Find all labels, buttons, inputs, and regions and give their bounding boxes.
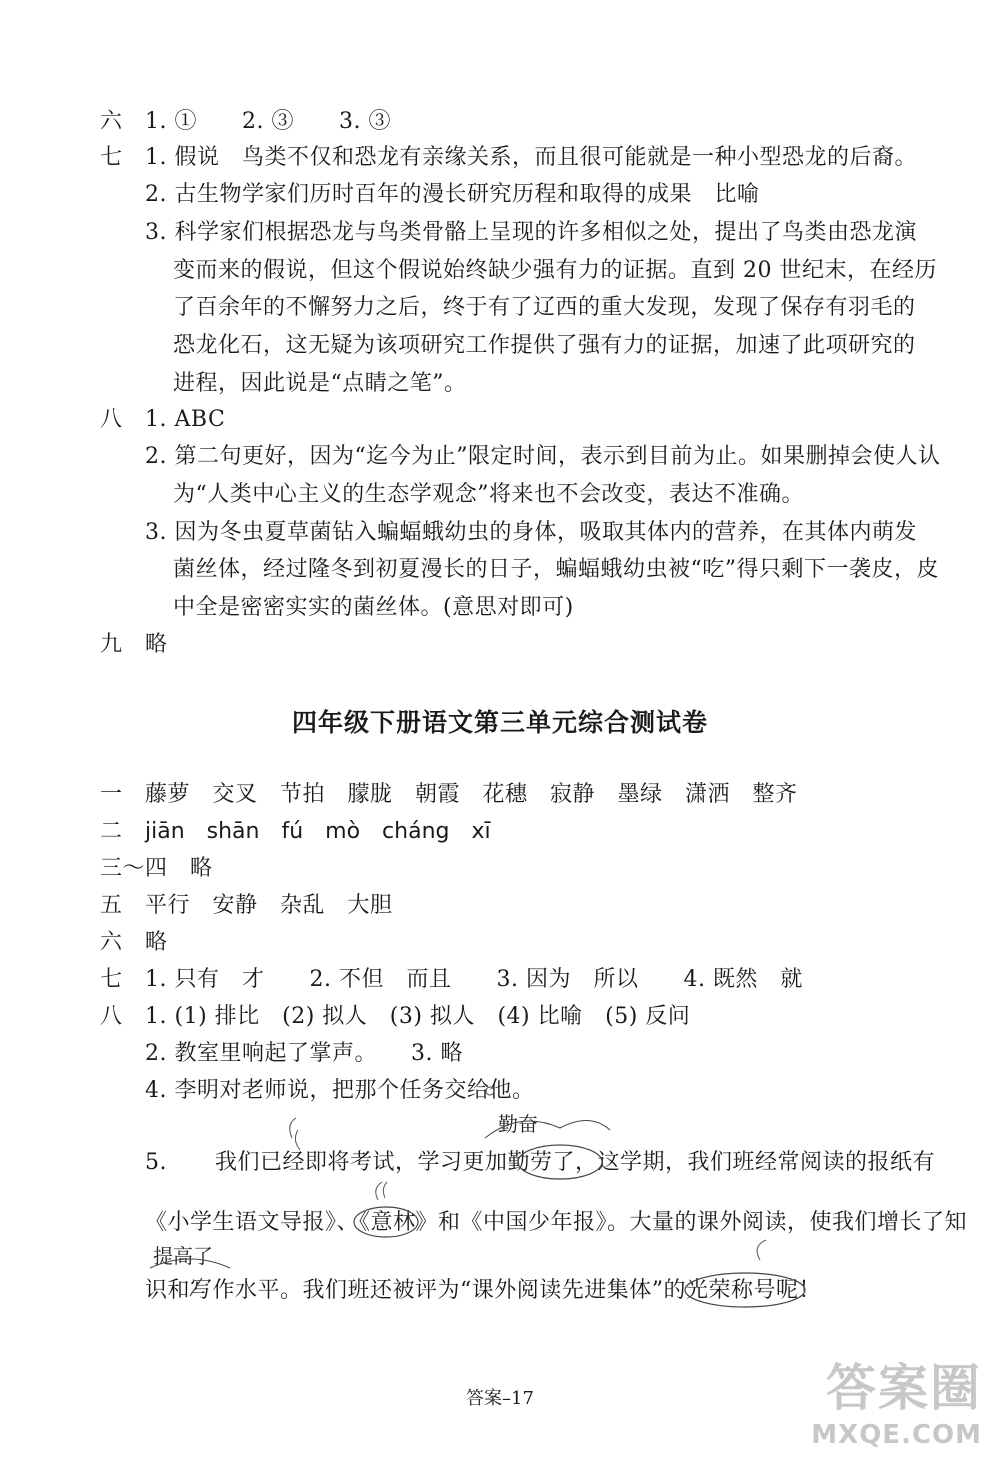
answer-seven-line: 2. 古生物学家们历时百年的漫长研究历程和取得的成果 比喻 [145, 182, 760, 207]
answer-eight-line: 1. ABC [145, 407, 226, 432]
page-footer: 答案–17 [466, 1388, 534, 1409]
unit-answer-eight-line: 1. (1) 排比 (2) 拟人 (3) 拟人 (4) 比喻 (5) 反问 [145, 1004, 691, 1029]
unit-answer-five: 五 平行 安静 杂乱 大胆 [100, 893, 393, 918]
answer-seven-line: 恐龙化石，这无疑为该项研究工作提供了强有力的证据，加速了此项研究的 [173, 333, 916, 358]
unit-answer-eight-line: 4. 李明对老师说，把那个任务交给他。 [145, 1078, 535, 1103]
unit-answer-six: 六 略 [100, 930, 168, 955]
correction-word: 勤奋 [498, 1112, 538, 1136]
question-five-line: 我们已经即将考试，学习更加勤劳了，这学期，我们班经常阅读的报纸有 [215, 1150, 936, 1175]
answer-eight-line: 3. 因为冬虫夏草菌钻入蝙蝠蛾幼虫的身体，吸取其体内的营养，在其体内萌发 [145, 520, 917, 545]
unit-answer-three-four: 三～四 略 [100, 856, 213, 881]
unit-answer-two-head: 二 [100, 819, 123, 844]
question-five-number: 5. [145, 1150, 167, 1175]
unit-answer-one: 一 藤萝 交叉 节拍 朦胧 朝霞 花穗 寂静 墨绿 潇洒 整齐 [100, 782, 798, 807]
correction-word: 提高了 [153, 1244, 213, 1268]
section-title: 四年级下册语文第三单元综合测试卷 [291, 708, 708, 737]
unit-answer-eight-head: 八 [100, 1004, 123, 1029]
answer-seven-line: 3. 科学家们根据恐龙与鸟类骨骼上呈现的许多相似之处，提出了鸟类由恐龙演 [145, 220, 917, 245]
answer-eight-head: 八 [100, 407, 123, 432]
watermark-top: 答案圈 [826, 1359, 982, 1417]
answer-eight-line: 为“人类中心主义的生态学观念”将来也不会改变，表达不准确。 [173, 482, 804, 507]
unit-answer-seven: 七 1. 只有 才 2. 不但 而且 3. 因为 所以 4. 既然 就 [100, 967, 803, 992]
answer-seven-line: 了百余年的不懈努力之后，终于有了辽西的重大发现，发现了保存有羽毛的 [173, 295, 916, 320]
answer-eight-line: 中全是密密实实的菌丝体。(意思对即可) [173, 595, 574, 620]
answer-seven-head: 七 [100, 145, 123, 170]
question-five-line: 《小学生语文导报》、《意林》和《中国少年报》。大量的课外阅读，使我们增长了知 [145, 1210, 968, 1235]
answer-seven-line: 进程，因此说是“点睛之笔”。 [173, 371, 467, 396]
answer-six: 六 1. ① 2. ③ 3. ③ [100, 109, 391, 134]
watermark-logo [811, 1348, 982, 1450]
answer-eight-line: 菌丝体，经过隆冬到初夏漫长的日子，蝙蝠蛾幼虫被“吃”得只剩下一袭皮，皮 [173, 557, 939, 582]
unit-answer-two-pinyin: jiān shān fú mò cháng xī [145, 819, 491, 844]
answer-seven-line: 变而来的假说，但这个假说始终缺少强有力的证据。直到 20 世纪末，在经历 [173, 258, 937, 283]
watermark-bottom: MXQE.COM [811, 1420, 982, 1450]
answer-seven-line: 1. 假说 鸟类不仅和恐龙有亲缘关系，而且很可能就是一种小型恐龙的后裔。 [145, 145, 917, 170]
question-five-line: 识和写作水平。我们班还被评为“课外阅读先进集体”的光荣称号呢！ [145, 1278, 821, 1303]
answer-nine: 九 略 [100, 632, 168, 657]
answer-eight-line: 2. 第二句更好，因为“迄今为止”限定时间，表示到目前为止。如果删掉会使人认 [145, 444, 941, 469]
unit-answer-eight-line: 2. 教室里响起了掌声。 3. 略 [145, 1041, 463, 1066]
